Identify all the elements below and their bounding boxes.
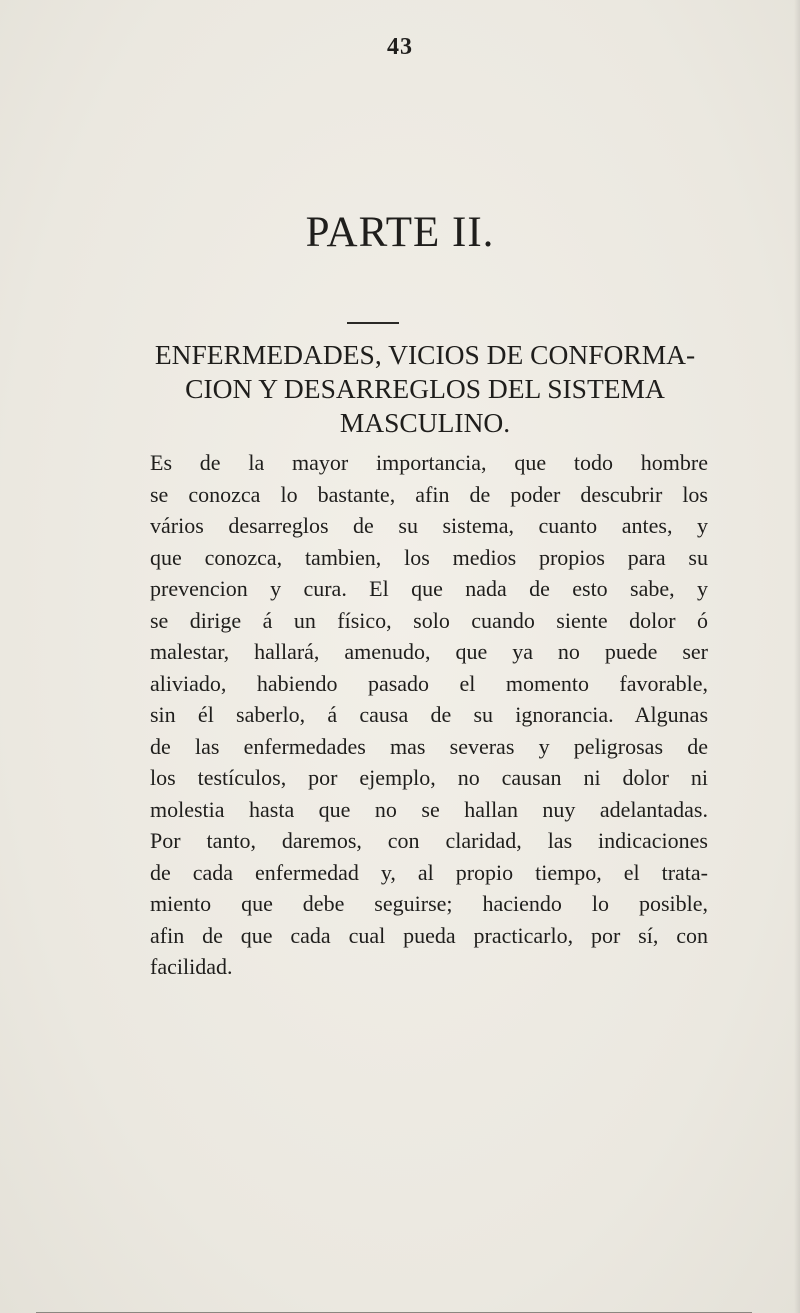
paragraph-line: se conozca lo bastante, afin de poder descubrir los xyxy=(150,481,708,507)
paragraph-line: de cada enfermedad y, al propio tiempo, el trata- xyxy=(150,859,708,885)
paragraph-line: Por tanto, daremos, con claridad, las indicaciones xyxy=(150,828,708,853)
title-divider xyxy=(347,322,399,324)
paragraph-line: aliviado, habiendo pasado el momento favorable, xyxy=(150,670,708,696)
section-heading-line: ENFERMEDADES, VICIOS DE CONFORMA- xyxy=(154,339,696,370)
page-edge-shadow xyxy=(794,0,800,1313)
paragraph-line: facilidad. xyxy=(150,954,233,979)
paragraph-line: los testículos, por ejemplo, no causan ni dolor ni xyxy=(150,765,708,790)
paragraph-line: vários desarreglos de su sistema, cuanto antes, y xyxy=(150,513,708,538)
paragraph-line: que conozca, tambien, los medios propios para su xyxy=(150,544,708,570)
part-title: PARTE II. xyxy=(305,209,495,256)
paragraph-line: malestar, hallará, amenudo, que ya no puede ser xyxy=(150,639,708,664)
body-paragraph xyxy=(150,447,708,983)
paragraph-line: miento que debe seguirse; haciendo lo posible, xyxy=(150,891,708,916)
paragraph-line: se dirige á un físico, solo cuando siente dolor ó xyxy=(150,607,708,633)
paragraph-line: sin él saberlo, á causa de su ignorancia. Algunas xyxy=(150,702,708,727)
section-heading-line: MASCULINO. xyxy=(339,407,511,438)
paragraph-line: molestia hasta que no se hallan nuy adelantadas. xyxy=(150,796,708,822)
paragraph-line: prevencion y cura. El que nada de esto sabe, y xyxy=(150,576,708,601)
section-heading-line: CION Y DESARREGLOS DEL SISTEMA xyxy=(185,373,665,404)
section-heading xyxy=(150,338,700,440)
paragraph-line: afin de que cada cual pueda practicarlo, por sí, con xyxy=(150,922,708,948)
paragraph-line: Es de la mayor importancia, que todo hombre xyxy=(150,450,708,475)
page-number: 43 xyxy=(387,34,413,60)
paragraph-line: de las enfermedades mas severas y peligrosas de xyxy=(150,733,708,759)
